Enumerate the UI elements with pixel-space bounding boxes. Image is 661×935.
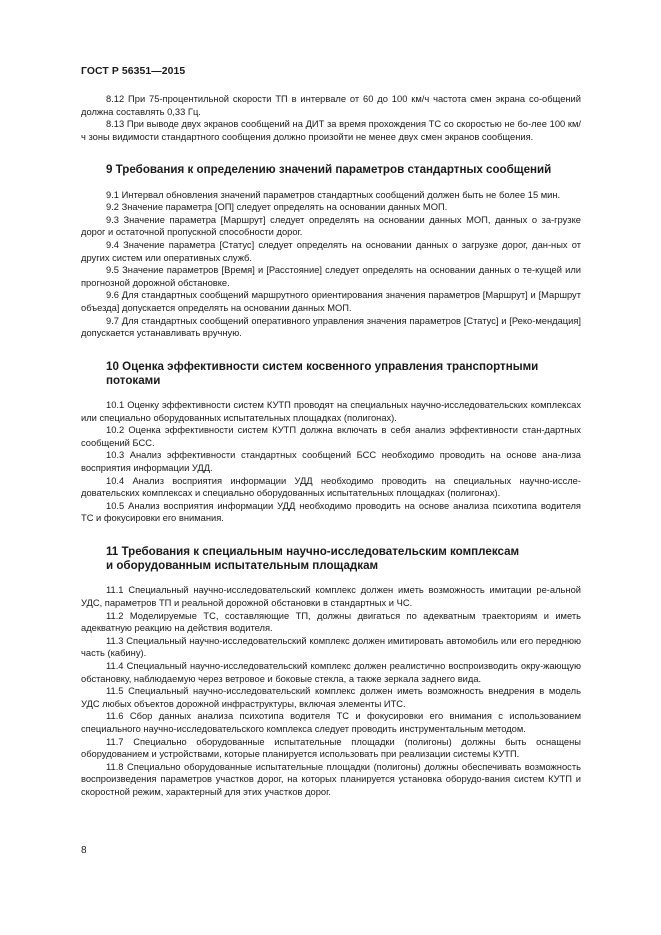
paragraph-10-5: 10.5 Анализ восприятия информации УДД необходимо проводить на основе анализа психотипа водителя ТС и фокусировки его внимания. xyxy=(81,500,581,524)
paragraph-11-8: 11.8 Специально оборудованные испытательные площадки (полигоны) должны обеспечивать возможность воспроизведения параметров участков дорог, на которых планируется установка оборудо-вания систем КУТП и скоростной режим, характерный для этих участков дорог. xyxy=(81,761,581,797)
paragraph-8-13: 8.13 При выводе двух экранов сообщений на ДИТ за время прохождения ТС со скоростью не бо-лее 100 км/ч зоны видимости стандартного сообщения должно произойти не менее двух смен экранов сообщения. xyxy=(81,119,581,142)
section-9-title: 9 Требования к определению значений параметров стандартных сообщений xyxy=(106,163,552,177)
section-10-title-line2: потоками xyxy=(106,373,161,387)
document-body xyxy=(81,93,581,799)
paragraph-10-2: 10.2 Оценка эффективности систем КУТП должна включать в себя анализ эффективности стан-дартных сообщений БСС. xyxy=(81,425,581,448)
paragraph-11-6: 11.6 Сбор данных анализа психотипа водителя ТС и фокусировки его внимания с использованием специального научно-исследовательского комплекса следует проводить инструментальным методом. xyxy=(81,711,581,734)
paragraph-8-12: 8.12 При 75-процентильной скорости ТП в интервале от 60 до 100 км/ч частота смен экрана со-общений должна составлять 0,33 Гц. xyxy=(81,94,581,117)
paragraph-11-5: 11.5 Специальный научно-исследовательский комплекс должен иметь возможность внедрения в модель УДС любых объектов дорожной инфраструктуры, включая элементы ИТС. xyxy=(81,686,581,709)
section-10-title-line1: 10 Оценка эффективности систем косвенного управления транспортными xyxy=(106,359,539,373)
paragraph-9-7: 9.7 Для стандартных сообщений оперативного управления значения параметров [Статус] и [Реко-мендация] допускается устанавливать вручную. xyxy=(81,315,581,339)
paragraph-10-4: 10.4 Анализ восприятия информации УДД необходимо проводить на специальных научно-иссле-довательских комплексах и специально оборудованных испытательных площадках (полигонах). xyxy=(81,475,581,499)
paragraph-9-5: 9.5 Значение параметров [Время] и [Расстояние] следует определять на основании данных о те-кущей или прогнозной дорожной обстановке. xyxy=(81,265,581,288)
paragraph-9-3: 9.3 Значение параметра [Маршрут] следует определять на основании данных МОП, данных о за-грузке дорог и остаточной пропускной способности дорог. xyxy=(81,214,581,238)
paragraph-9-4: 9.4 Значение параметра [Статус] следует определять на основании данных о загрузке дорог, дан-ных от других систем или оперативных служб. xyxy=(81,239,581,263)
section-11-title-line1: 11 Требования к специальным научно-исследовательским комплексам xyxy=(106,545,520,559)
section-11-title-line2: и оборудованным испытательным площадкам xyxy=(106,559,379,573)
paragraph-10-1: 10.1 Оценку эффективности систем КУТП проводят на специальных научно-исследовательских комплексах или специально оборудованных испытательных площадках (полигонах). xyxy=(81,400,581,423)
paragraph-9-1: 9.1 Интервал обновления значений параметров стандартных сообщений должен быть не более 15 мин. xyxy=(106,189,561,200)
paragraph-10-3: 10.3 Анализ эффективности стандартных сообщений БСС необходимо проводить на основе ана-лиза восприятия информации УДД. xyxy=(81,450,581,474)
paragraph-9-2: 9.2 Значение параметра [ОП] следует определять на основании данных МОП. xyxy=(106,202,448,213)
paragraph-11-4: 11.4 Специальный научно-исследовательский комплекс должен реалистично воспроизводить окру-жающую обстановку, наблюдаемую через ветровое и боковые стекла, а также зеркала заднего вида. xyxy=(81,661,581,684)
section-11-title xyxy=(81,545,581,573)
paragraph-11-2: 11.2 Моделируемые ТС, составляющие ТП, должны двигаться по адекватным траекториям и иметь адекватную реакцию на действия водителя. xyxy=(81,610,581,634)
paragraph-11-7: 11.7 Специально оборудованные испытательные площадки (полигоны) должны быть оснащены оборудованием и устройствами, которые планируется использовать при реализации системы КУТП. xyxy=(81,736,581,760)
paragraph-11-3: 11.3 Специальный научно-исследовательский комплекс должен имитировать автомобиль или его переднюю часть (кабину). xyxy=(81,635,581,659)
paragraph-11-1: 11.1 Специальный научно-исследовательский комплекс должен иметь возможность имитации ре-альной УДС, параметров ТП и реальной дорожной обстановки в стандартных и ЧС. xyxy=(81,585,581,609)
section-10-title xyxy=(81,360,581,388)
document-header: ГОСТ Р 56351—2015 xyxy=(81,66,186,77)
page-number: 8 xyxy=(81,845,87,856)
paragraph-9-6: 9.6 Для стандартных сообщений маршрутного ориентирования значения параметров [Маршрут] и [Маршрут объезда] допускается определять на основании данных МОП. xyxy=(81,290,581,313)
